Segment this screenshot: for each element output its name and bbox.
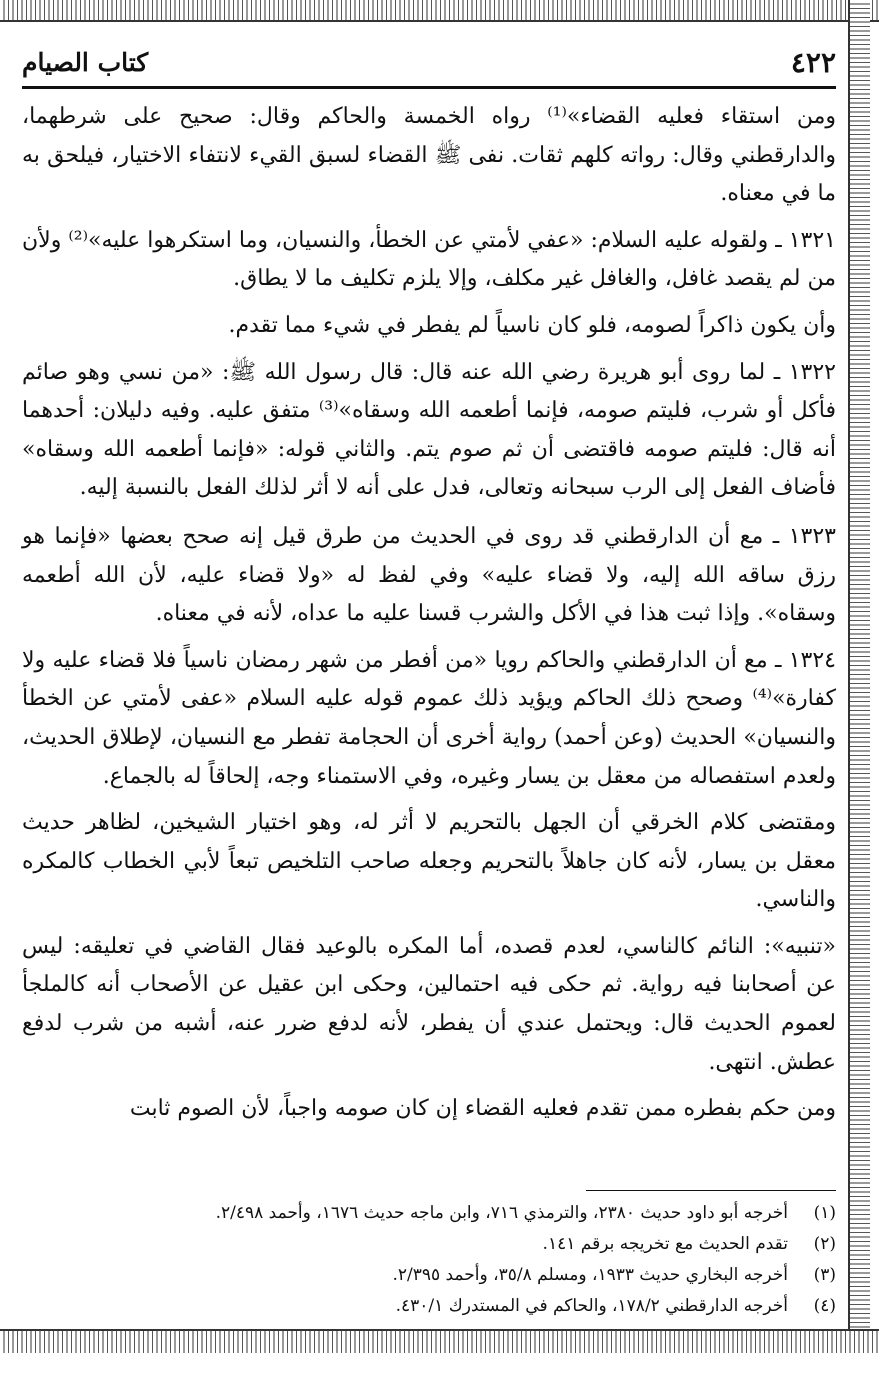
footnotes [22,1198,836,1322]
footnote-number: (٤) [813,1296,836,1316]
paragraph: «تنبيه»: النائم كالناسي، لعدم قصده، أما المكره بالوعيد فقال القاضي في تعليقه: ليس عن أصحابنا فيه رواية. ثم حكى فيه احتمالين، وحكى ابن عقيل عن الأصحاب أنه كالملجأ لعموم الحديث قال: ويحتمل عندي أن يفطر، لأنه لدفع ضرر عنه، أشبه من شرب لدفع عطش. انتهى. [22,933,836,1075]
paragraph: ومن حكم بفطره ممن تقدم فعليه القضاء إن كان صومه واجباً، لأن الصوم ثابت [129,1096,836,1122]
footnote-divider [586,1190,836,1191]
paragraph: ومن استقاء فعليه القضاء»⁽¹⁾ رواه الخمسة والحاكم وقال: صحيح على شرطهما، والدارقطني وقال: رواته كلهم ثقات. نفى ﷺ القضاء لسبق القيء لانتفاء الاختيار، فيلحق به ما في معناه. [22,104,837,207]
footnote-number: (٢) [813,1234,836,1254]
paragraph: وأن يكون ذاكراً لصومه، فلو كان ناسياً لم يفطر في شيء مما تقدم. [228,312,836,338]
footnote [22,1291,836,1322]
page-header [22,42,836,82]
paragraph: ١٣٢١ ـ ولقوله عليه السلام: «عفي لأمتي عن الخطأ، والنسيان، وما استكرهوا عليه»⁽²⁾ ولأن من لم يقصد غافل، والغافل غير مكلف، وإلا يلزم تكليف ما لا يطاق. [22,227,836,292]
footnote-text: أخرجه أبو داود حديث ٢٣٨٠، والترمذي ٧١٦، وابن ماجه حديث ١٦٧٦، وأحمد ٢/٤٩٨. [215,1203,788,1223]
footnote [22,1260,836,1291]
footnote-number: (٣) [813,1265,836,1285]
page-number: ٤٢٢ [790,46,836,79]
footnote-text: تقدم الحديث مع تخريجه برقم ١٤١. [542,1234,788,1254]
footnote-text: أخرجه الدارقطني ١٧٨/٢، والحاكم في المستدرك ٤٣٠/١. [395,1296,788,1316]
paragraph: ١٣٢٣ ـ مع أن الدارقطني قد روى في الحديث من طرق قيل إنه صحح بعضها «فإنما هو رزق ساقه الله إليه، ولا قضاء عليه» وفي لفظ له «ولا قضاء عليه، لأن الله أطعمه وسقاه». وإذا ثبت هذا في الأكل والشرب قسنا عليه ما عداه، لأنه في معناه. [22,523,836,627]
header-divider [22,86,836,89]
footnote [22,1229,836,1260]
footnote-text: أخرجه البخاري حديث ١٩٣٣، ومسلم ٣٥/٨، وأحمد ٢/٣٩٥. [392,1265,788,1285]
right-ornamental-border [848,0,870,1351]
footnote [22,1198,836,1229]
bottom-ornamental-border [0,1329,879,1353]
running-title: كتاب الصيام [22,48,149,77]
paragraph: ١٣٢٤ ـ مع أن الدارقطني والحاكم رويا «من أفطر من شهر رمضان ناسياً فلا قضاء عليه ولا كفارة»⁽⁴⁾ وصحح ذلك الحاكم ويؤيد ذلك عموم قوله عليه السلام «عفى لأمتي عن الخطأ والنسيان» الحديث (وعن أحمد) رواية أخرى أن الحجامة تفطر مع النسيان، لإطلاق الحديث، ولعدم استفصاله من معقل بن يسار وغيره، وفي الاستمناء وجه، إلحاقاً له بالجماع. [22,647,836,789]
footnote-number: (١) [813,1203,836,1223]
main-text [22,98,836,1137]
paragraph: ١٣٢٢ ـ لما روى أبو هريرة رضي الله عنه قال: قال رسول الله ﷺ: «من نسي وهو صائم فأكل أو شرب، فليتم صومه، فإنما أطعمه الله وسقاه»⁽³⁾ متفق عليه. وفيه دليلان: أحدهما أنه قال: فليتم صومه فاقتضى أن ثم صوم يتم. والثاني قوله: «فإنما أطعمه الله وسقاه» فأضاف الفعل إلى الرب سبحانه وتعالى، فدل على أنه لا أثر لذلك الفعل بالنسبة إليه. [22,359,836,501]
paragraph: ومقتضى كلام الخرقي أن الجهل بالتحريم لا أثر له، وهو اختيار الشيخين، لظاهر حديث معقل بن يسار، لأنه كان جاهلاً بالتحريم وجعله صاحب التلخيص تبعاً لأبي الخطاب كالمكره والناسي. [22,810,836,913]
top-ornamental-border [0,0,879,22]
